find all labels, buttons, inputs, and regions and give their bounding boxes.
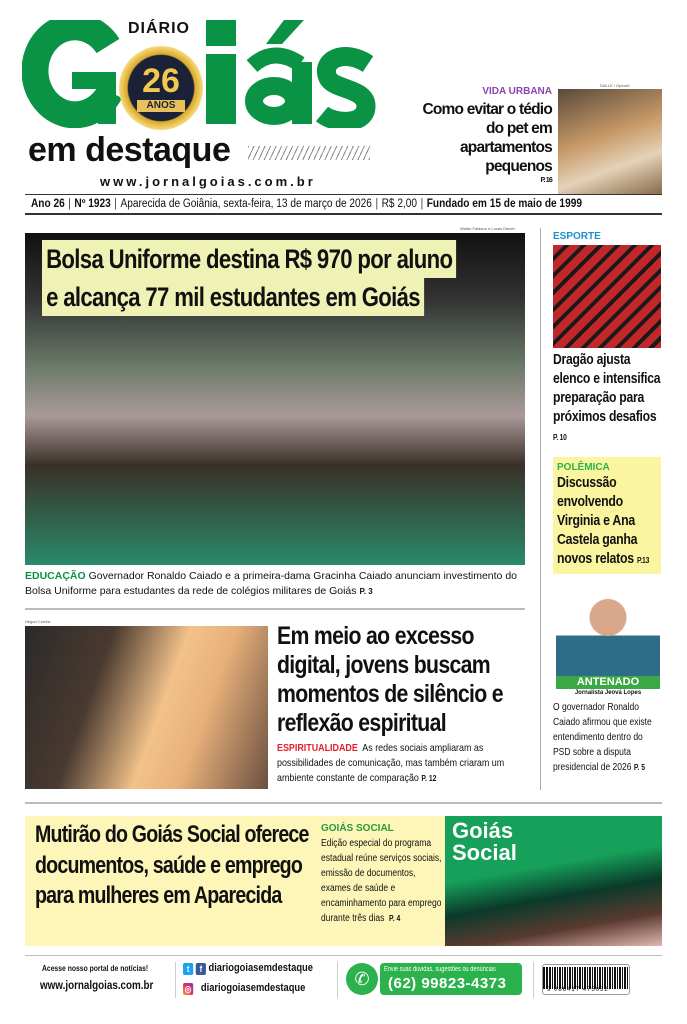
polemica-kicker: POLÊMICA: [557, 462, 610, 473]
sport-page: P. 10: [553, 433, 567, 442]
teaser-photo-credit: DALLE / OpenAI: [600, 83, 630, 88]
second-story-photo[interactable]: [25, 626, 268, 789]
whatsapp-phone: (62) 99823-4373: [388, 975, 507, 992]
sidebar: [553, 230, 663, 775]
whatsapp-contact[interactable]: [380, 963, 522, 995]
logo-subtitle: em destaque: [28, 131, 231, 169]
antenado-page: P. 5: [633, 763, 646, 772]
sport-kicker: ESPORTE: [553, 231, 601, 242]
sport-photo[interactable]: [553, 245, 661, 348]
second-headline[interactable]: Em meio ao excesso digital, jovens buscam momentos de silêncio e reflexão espiritual: [277, 622, 503, 737]
info-bar: Ano 26 | Nº 1923 | Aparecida de Goiânia, sexta-feira, 13 de março de 2026 | R$ 2,00 | Fundado em 15 de maio de 1999: [25, 194, 662, 215]
portal-label: Acesse nosso portal de notícias!: [42, 964, 149, 973]
main-caption: [25, 569, 530, 599]
founded-date: Fundado em 15 de maio de 1999: [426, 198, 582, 210]
banner-page: P. 4: [389, 914, 401, 923]
banner-kicker: GOIÁS SOCIAL: [321, 823, 394, 834]
edition-number: Nº 1923: [74, 198, 111, 210]
main-headline-line-1: Bolsa Uniforme destina R$ 970 por aluno: [42, 240, 456, 278]
instagram-handle: diariogoiasemdestaque: [200, 982, 306, 994]
goias-social-logo: Goiás Social: [452, 818, 517, 865]
facebook-icon: f: [196, 963, 206, 975]
second-page: P. 12: [421, 774, 437, 783]
teaser-kicker: VIDA URBANA: [482, 86, 552, 97]
instagram-icon: ◎: [184, 983, 192, 994]
divider: [25, 608, 525, 610]
teaser-page: P. 16: [540, 177, 552, 184]
barcode: [542, 964, 630, 995]
logo-diario: DIÁRIO: [128, 20, 190, 37]
badge-label: ANOS: [137, 100, 186, 112]
second-story-text-block: [277, 622, 532, 786]
social-link-twitter-facebook[interactable]: [183, 962, 313, 975]
antenado-body: O governador Ronaldo Caiado afirmou que existe entendimento dentro do PSD sobre a disputa presidencial de 2026: [553, 702, 652, 773]
masthead-url[interactable]: www.jornalgoias.com.br: [100, 174, 316, 189]
logo-letters-ias: [204, 18, 376, 128]
divider: [25, 802, 662, 804]
main-headline-line-2: e alcança 77 mil estudantes em Goiás: [42, 278, 424, 316]
column-divider: [540, 228, 541, 790]
footer-divider: [533, 962, 534, 998]
edition-year: Ano 26: [31, 198, 65, 210]
main-caption-text: Governador Ronaldo Caiado e a primeira-dama Gracinha Caiado anunciam investimento do Bolsa Uniforme para estudantes da rede de colégios militares de Goiás: [25, 570, 517, 597]
whatsapp-icon: ✆: [346, 963, 378, 995]
polemica-box[interactable]: [553, 457, 661, 574]
polemica-title: Discussão envolvendo Virginia e Ana Castela ganha novos relatos: [557, 475, 638, 567]
sport-title: Dragão ajusta elenco e intensifica preparação para próximos desafios: [553, 352, 661, 425]
anniversary-badge: [119, 46, 203, 130]
main-photo-credit: Walter Fabiano e Lucas Diener: [460, 226, 515, 231]
banner-body: Edição especial do programa estadual reúne serviços sociais, emissão de documentos, exames de saúde e encaminhamento para emprego durante três dias: [321, 838, 442, 924]
social-link-instagram[interactable]: [183, 982, 305, 995]
antenado-text[interactable]: [553, 700, 662, 775]
place-date: Aparecida de Goiânia, sexta-feira, 13 de março de 2026: [120, 198, 372, 210]
banner-text: [321, 836, 443, 926]
second-photo-credit: Hegon Corrêa: [25, 619, 51, 624]
footer-divider: [337, 962, 338, 998]
banner-headline[interactable]: Mutirão do Goiás Social oferece documentos, saúde e emprego para mulheres em Aparecida: [35, 821, 309, 909]
teaser-title: Como evitar o tédio do pet em apartamentos pequenos: [422, 101, 552, 175]
footer-divider: [175, 962, 176, 998]
social-handle: diariogoiasemdestaque: [208, 962, 313, 974]
teaser-headline[interactable]: [422, 100, 552, 185]
polemica-page: P.13: [637, 556, 650, 565]
main-kicker: EDUCAÇÃO: [25, 570, 86, 582]
twitter-icon: t: [183, 963, 193, 975]
sport-headline[interactable]: [553, 351, 662, 447]
second-summary: [277, 741, 532, 786]
portal-url[interactable]: www.jornalgoias.com.br: [40, 978, 154, 992]
whatsapp-label: Envie suas dúvidas, sugestões ou denúncias: [384, 966, 496, 973]
price: R$ 2,00: [381, 198, 418, 210]
badge-number: 26: [142, 62, 180, 100]
main-headline[interactable]: [42, 240, 501, 316]
teaser-dog-photo[interactable]: [558, 89, 662, 194]
decorative-hatch: [248, 146, 370, 160]
second-text: As redes sociais ampliaram as possibilidades de comunicação, mas também criaram um ambiente constante de comparação: [277, 742, 505, 784]
logo-letter-g: [22, 20, 122, 128]
barcode-number: 9 086417 475032: [547, 987, 609, 993]
columnist-photo: [556, 586, 660, 676]
main-page: P. 3: [359, 587, 373, 596]
antenado-label: ANTENADO: [556, 676, 660, 689]
divider: [25, 955, 662, 956]
second-kicker: ESPIRITUALIDADE: [277, 742, 358, 754]
antenado-byline: Jornalista Jeová Lopes: [574, 690, 642, 696]
